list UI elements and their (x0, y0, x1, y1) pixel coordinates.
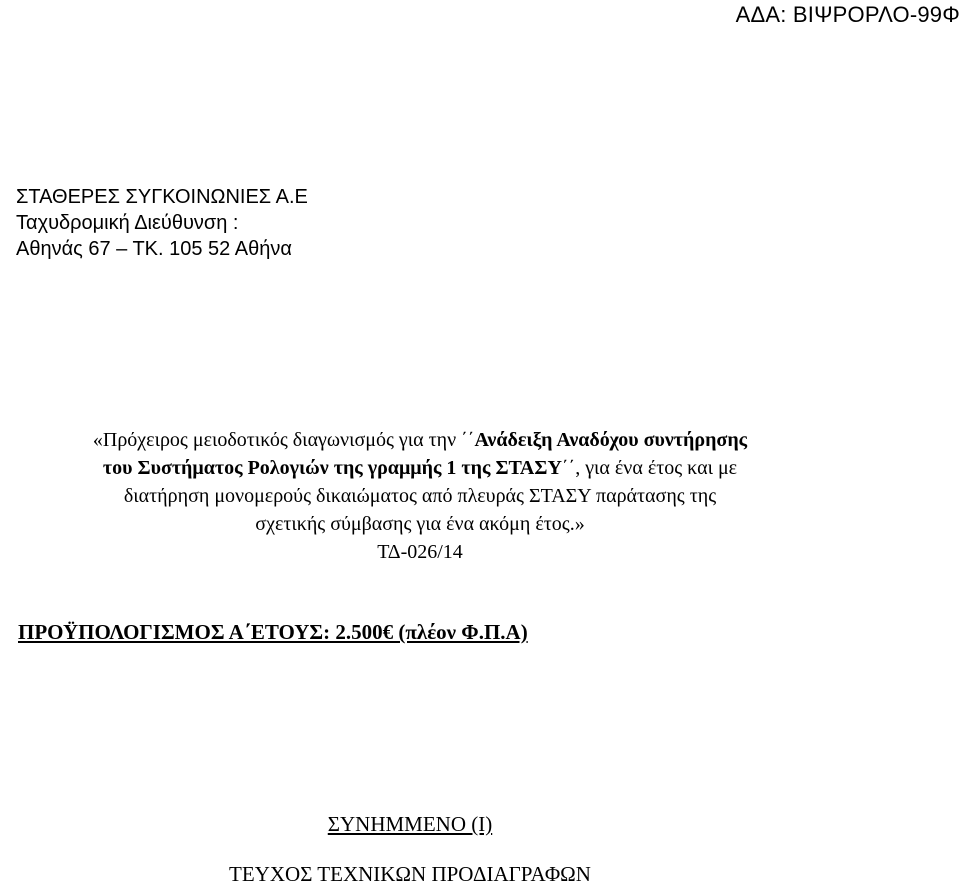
subject-line-3: διατήρηση μονομερούς δικαιώματος από πλευράς ΣΤΑΣΥ παράτασης της (123, 485, 717, 507)
subject-line-1 (0, 426, 840, 454)
subject-line-1-bold: Ανάδειξη Αναδόχου συντήρησης (474, 429, 748, 451)
subject-line-4: σχετικής σύμβασης για ένα ακόμη έτος.» (255, 513, 585, 535)
tender-subject (0, 426, 840, 566)
ada-code: ΑΔΑ: ΒΙΨΡΟΡΛΟ-99Φ (735, 2, 960, 27)
address: Αθηνάς 67 – ΤΚ. 105 52 Αθήνα (16, 238, 292, 260)
organization-name: ΣΤΑΘΕΡΕΣ ΣΥΓΚΟΙΝΩΝΙΕΣ Α.Ε (16, 186, 308, 208)
annex-subtitle: ΤΕΥΧΟΣ ΤΕΧΝΙΚΩΝ ΠΡΟΔΙΑΓΡΑΦΩΝ (229, 862, 591, 886)
tender-code: ΤΔ-026/14 (377, 541, 463, 563)
subject-line-1-prefix: «Πρόχειρος μειοδοτικός διαγωνισμός για την ΄΄ (92, 429, 475, 451)
subject-line-2-rest: ΄΄, για ένα έτος και με (561, 457, 738, 479)
annex-title: ΣΥΝΗΜΜΕΝΟ (Ι) (327, 812, 493, 836)
organization-block (16, 184, 308, 262)
subject-line-2 (0, 454, 840, 482)
subject-line-2-bold: του Συστήματος Ρολογιών της γραμμής 1 της ΣΤΑΣΥ (102, 457, 562, 479)
budget-heading: ΠΡΟΫΠΟΛΟΓΙΣΜΟΣ Α΄ΕΤΟΥΣ: 2.500€ (πλέον Φ.Π.Α) (18, 620, 528, 644)
address-label: Ταχυδρομική Διεύθυνση : (16, 212, 239, 234)
